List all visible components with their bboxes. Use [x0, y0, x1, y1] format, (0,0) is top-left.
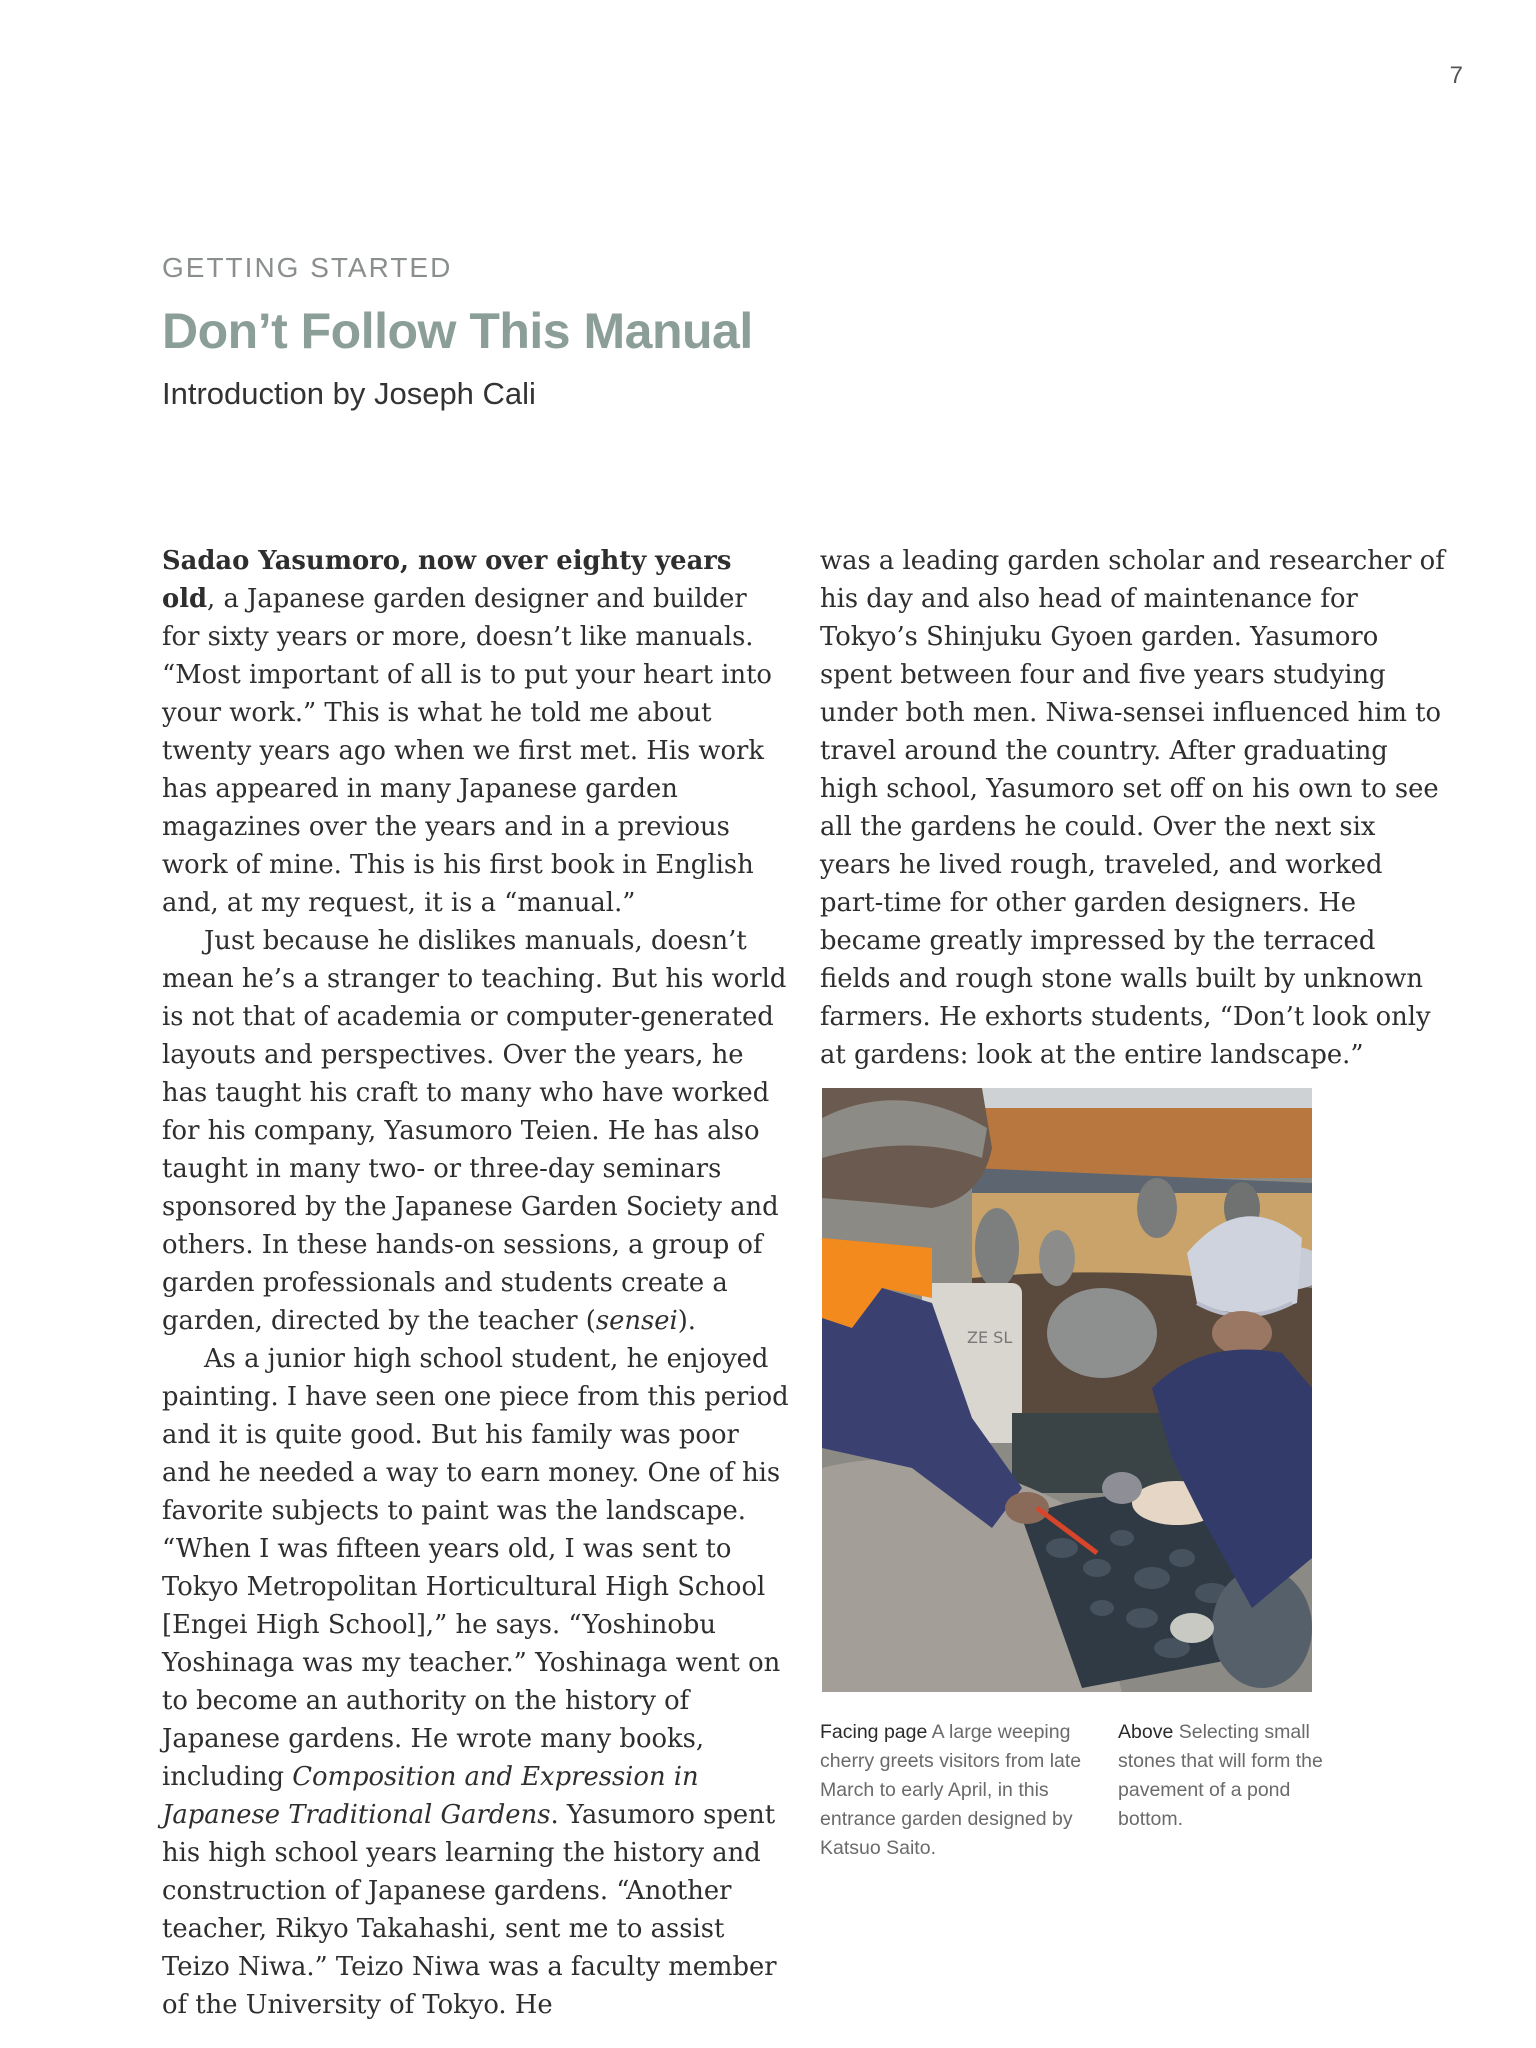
caption-label: Above	[1118, 1721, 1174, 1743]
chapter-subtitle: Introduction by Joseph Cali	[162, 376, 536, 411]
caption-text: A large weeping cherry greets visitors from late March to early April, in this entrance garden designed by Katsuo Saito.	[820, 1721, 1082, 1859]
right-column	[820, 542, 1448, 1074]
italic-book-title: Composition and Expression in Japanese Traditional Gardens	[162, 1762, 699, 1830]
paragraph-text: ).	[677, 1306, 696, 1336]
caption-label: Facing page	[820, 1721, 928, 1743]
caption-text: Selecting small stones that will form the pavement of a pond bottom.	[1118, 1721, 1323, 1830]
paragraph-text: , a Japanese garden designer and builder for sixty years or more, doesn’t like manuals. “Most important of all is to put your heart into your work.” This is what he told me about twenty years ago when we first met. His work has appeared in many Japanese garden magazines over the years and in a previous work of mine. This is his first book in English and, at my request, it is a “manual.”	[162, 584, 772, 918]
photo-stone-selection	[822, 1088, 1312, 1692]
chapter-header	[162, 252, 1062, 412]
paragraph-2	[162, 922, 790, 1340]
page-number: 7	[1449, 62, 1463, 89]
paragraph-text: Just because he dislikes manuals, doesn’t mean he’s a stranger to teaching. But his world is not that of academia or computer-generated layouts and perspectives. Over the years, he has taught his craft to many who have worked for his company, Yasumoro Teien. He has also taught in many two- or three-day seminars sponsored by the Japanese Garden Society and others. In these hands-on sessions, a group of garden professionals and students create a garden, directed by the teacher (	[162, 926, 787, 1336]
bucket-label: ZE SL	[967, 1328, 1013, 1347]
paragraph-continued: was a leading garden scholar and researcher of his day and also head of maintenance for Tokyo’s Shinjuku Gyoen garden. Yasumoro spent between four and five years studying under both men. Niwa-sensei influenced him to travel around the country. After graduating high school, Yasumoro set off on his own to see all the gardens he could. Over the next six years he lived rough, traveled, and worked part-time for other garden designers. He became greatly impressed by the terraced fields and rough stone walls built by unknown farmers. He exhorts students, “Don’t look only at gardens: look at the entire landscape.”	[820, 546, 1445, 1070]
photo-illustration	[822, 1088, 1312, 1692]
italic-term: sensei	[595, 1306, 678, 1336]
paragraph-text: As a junior high school student, he enjoyed painting. I have seen one piece from this period and it is quite good. But his family was poor and he needed a way to earn money. One of his favorite subjects to paint was the landscape. “When I was fifteen years old, I was sent to Tokyo Metropolitan Horticultural High School [Engei High School],” he says. “Yoshinobu Yoshinaga was my teacher.” Yoshinaga went on to become an authority on the history of Japanese gardens. He wrote many books, including	[162, 1344, 789, 1792]
paragraph-3	[162, 1340, 790, 2024]
caption-facing-page	[820, 1718, 1102, 1863]
caption-above	[1118, 1718, 1358, 1834]
section-label: GETTING STARTED	[162, 252, 453, 283]
paragraph-1	[162, 542, 790, 922]
paragraph-text: . Yasumoro spent his high school years learning the history and construction of Japanese gardens. “Another teacher, Rikyo Takahashi, sent me to assist Teizo Niwa.” Teizo Niwa was a faculty member of the University of Tokyo. He	[162, 1800, 777, 2020]
chapter-title: Don’t Follow This Manual	[162, 303, 753, 359]
left-column	[162, 542, 790, 2024]
lead-phrase: Sadao Yasumoro, now over eighty years old	[162, 546, 732, 614]
